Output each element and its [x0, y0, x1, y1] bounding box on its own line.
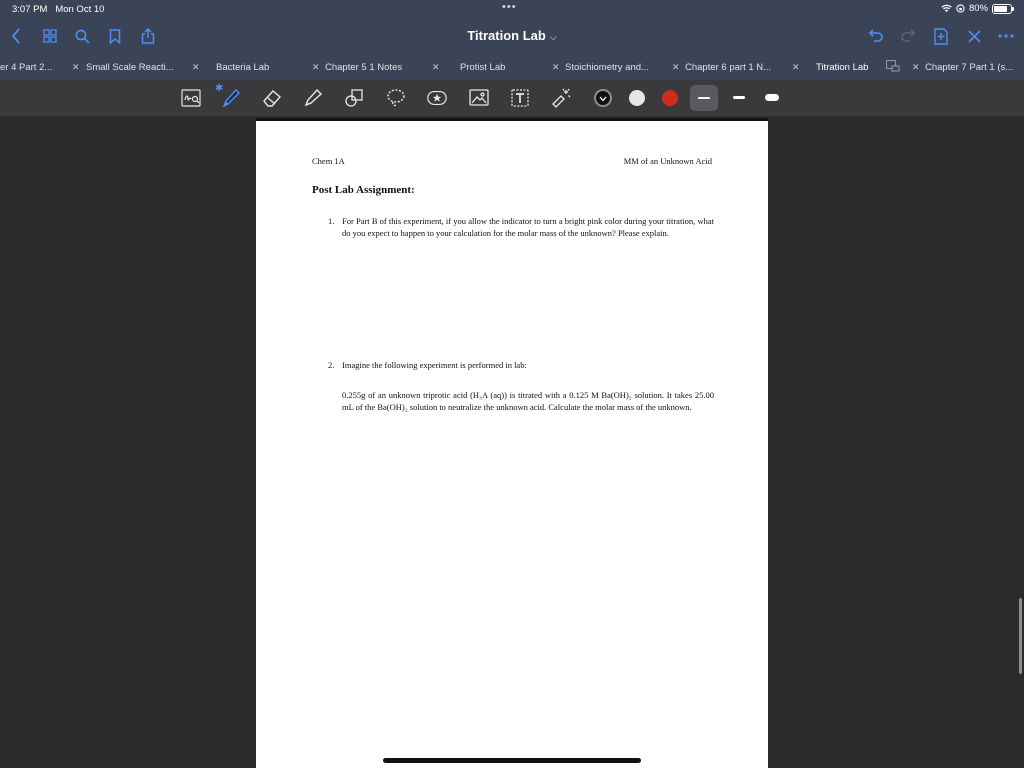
lasso-icon[interactable]	[384, 86, 408, 110]
stroke-medium[interactable]	[725, 85, 753, 111]
status-indicators	[941, 3, 1012, 14]
header-experiment: MM of an Unknown Acid	[623, 156, 712, 166]
document-title[interactable]: Titration Lab ⌵	[467, 28, 557, 43]
multitasking-dots[interactable]: •••	[502, 1, 517, 13]
question-text: For Part B of this experiment, if you allow the indicator to turn a bright pink color during your titration, what do you expect to happen to your calculation for the molar mass of the unknown? Please explain.	[342, 216, 714, 238]
question-text: Imagine the following experiment is performed in lab:	[342, 360, 527, 370]
tab-bar	[0, 54, 1024, 80]
status-time: 3:07 PM Mon Oct 10	[12, 4, 105, 15]
tab-chapter-4-part-2[interactable]: er 4 Part 2...	[0, 62, 53, 73]
close-icon[interactable]: ✕	[672, 62, 680, 72]
tab-small-scale-reactions[interactable]: Small Scale Reacti...	[86, 62, 174, 73]
tab-titration-lab[interactable]: Titration Lab	[816, 62, 869, 73]
close-icon[interactable]: ✕	[192, 62, 200, 72]
status-date: Mon Oct 10	[55, 4, 105, 15]
color-black-selected[interactable]	[594, 89, 612, 107]
stroke-thick[interactable]	[758, 85, 786, 111]
close-icon[interactable]: ✕	[792, 62, 800, 72]
navigation-bar	[0, 18, 1024, 54]
redo-icon[interactable]	[898, 26, 918, 46]
more-icon[interactable]	[996, 26, 1016, 46]
text-box-icon[interactable]	[508, 86, 532, 110]
bluetooth-icon: ✱	[215, 83, 224, 94]
lock-rotation-icon	[956, 4, 965, 13]
close-icon[interactable]: ✕	[912, 62, 920, 72]
tab-bacteria-lab[interactable]: Bacteria Lab	[216, 62, 270, 73]
chevron-down-icon: ⌵	[549, 32, 557, 42]
home-indicator[interactable]	[383, 758, 641, 763]
close-icon[interactable]: ✕	[552, 62, 560, 72]
handwriting-search-icon[interactable]	[179, 86, 203, 110]
undo-icon[interactable]	[866, 26, 886, 46]
laser-pointer-icon[interactable]	[549, 86, 573, 110]
close-edit-icon[interactable]	[964, 26, 984, 46]
stickers-icon[interactable]	[425, 86, 449, 110]
close-icon[interactable]: ✕	[312, 62, 320, 72]
eraser-icon[interactable]	[260, 86, 284, 110]
color-white[interactable]	[629, 90, 645, 106]
close-icon[interactable]: ✕	[432, 62, 440, 72]
question-number: 1.	[328, 216, 335, 226]
shapes-icon[interactable]	[342, 86, 366, 110]
wifi-icon	[941, 4, 952, 13]
highlighter-icon[interactable]	[301, 86, 325, 110]
tab-stoichiometry[interactable]: Stoichiometry and...	[565, 62, 649, 73]
close-icon[interactable]: ✕	[72, 62, 80, 72]
problem-statement: 0.255g of an unknown triprotic acid (H₃A (aq)) is titrated with a 0.125 M Ba(OH)₂ solution. It takes 25.00 mL of the Ba(OH)₂ solution to neutralize the unknown acid. Calculate the molar mass of the unknown.	[342, 390, 714, 412]
scrollbar[interactable]	[1019, 598, 1022, 674]
split-view-icon[interactable]	[886, 60, 900, 75]
stroke-thin-selected[interactable]	[690, 85, 718, 111]
tab-chapter-6-part-1[interactable]: Chapter 6 part 1 N...	[685, 62, 772, 73]
document-page[interactable]	[256, 118, 768, 768]
battery-icon	[992, 4, 1012, 14]
tab-chapter-5-1-notes[interactable]: Chapter 5 1 Notes	[325, 62, 403, 73]
question-number: 2.	[328, 360, 335, 370]
header-course: Chem 1A	[312, 156, 345, 166]
image-icon[interactable]	[467, 86, 491, 110]
add-page-icon[interactable]	[931, 26, 951, 46]
color-red[interactable]	[662, 90, 678, 106]
drawing-toolbar	[0, 80, 1024, 116]
tab-chapter-7-part-1[interactable]: Chapter 7 Part 1 (s...	[925, 62, 1014, 73]
assignment-title: Post Lab Assignment:	[312, 184, 415, 196]
battery-percent: 80%	[968, 3, 988, 14]
status-bar	[0, 0, 1024, 18]
tab-protist-lab[interactable]: Protist Lab	[460, 62, 506, 73]
page-top-border	[256, 118, 768, 121]
